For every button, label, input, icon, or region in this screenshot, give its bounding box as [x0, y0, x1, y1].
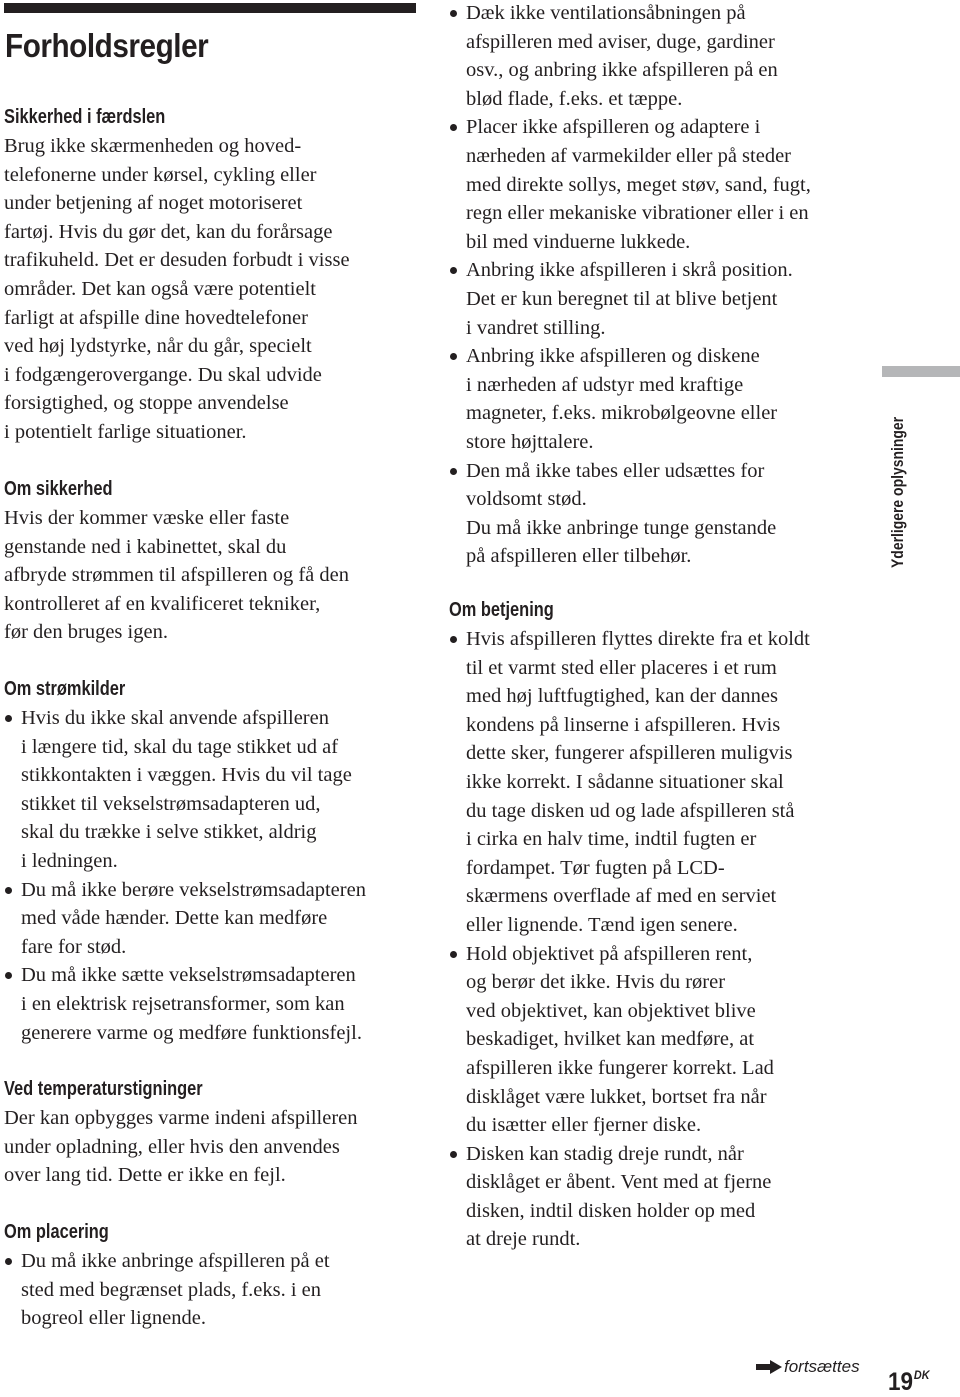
section-body — [4, 1104, 420, 1190]
bullet-icon — [5, 887, 12, 894]
section-operation — [449, 595, 864, 1254]
text-line: i en elektrisk rejsetransformer, som kan — [21, 992, 345, 1015]
list-item — [4, 876, 420, 962]
text-line: med våde hænder. Dette kan medføre — [21, 907, 328, 930]
text-line: områder. Det kan også være potentielt — [4, 277, 316, 300]
text-line: store højttalere. — [466, 430, 594, 453]
text-line: dette sker, fungerer afspilleren muligvis — [466, 742, 793, 765]
section-body — [4, 504, 420, 647]
text-line: i ledningen. — [21, 849, 118, 872]
text-line: Du må ikke berøre vekselstrømsadapteren — [21, 878, 366, 901]
list-item — [449, 940, 864, 1140]
section-traffic-safety — [4, 102, 420, 447]
text-line: Dæk ikke ventilationsåbningen på — [466, 2, 746, 24]
list-item — [449, 113, 864, 256]
section-about-safety — [4, 474, 420, 647]
text-line: eller lignende. Tænd igen senere. — [466, 913, 738, 936]
text-line: og berør det ikke. Hvis du rører — [466, 971, 726, 994]
text-line: forsigtighed, og stoppe anvendelse — [4, 392, 289, 415]
text-line: farligt at afspille dine hovedtelefoner — [4, 306, 308, 329]
text-line: i cirka en halv time, indtil fugten er — [466, 828, 757, 851]
text-line: Hvis du ikke skal anvende afspilleren — [21, 707, 329, 729]
section-placement — [4, 1217, 420, 1333]
section-power-sources — [4, 674, 420, 1047]
bullet-list — [449, 625, 864, 1254]
section-placement-continued — [449, 0, 864, 571]
bullet-icon — [450, 124, 457, 131]
bullet-icon — [450, 10, 457, 17]
text-line: afspilleren ikke fungerer korrekt. Lad — [466, 1056, 774, 1079]
text-line: disklåget være lukket, bortset fra når — [466, 1085, 767, 1108]
text-line: stikkontakten i væggen. Hvis du vil tage — [21, 764, 352, 787]
top-rule — [4, 3, 416, 13]
text-line: Du må ikke anbringe afspilleren på et — [21, 1250, 330, 1272]
bullet-icon — [5, 715, 12, 722]
text-line: Hvis afspilleren flyttes direkte fra et koldt — [466, 628, 810, 650]
text-line: ved høj lydstyrke, når du går, specielt — [4, 335, 312, 358]
text-line: disklåget er åbent. Vent med at fjerne — [466, 1171, 772, 1194]
list-item — [449, 0, 864, 113]
text-line: kondens på linserne i afspilleren. Hvis — [466, 713, 781, 736]
page-number-value: 19 — [888, 1368, 914, 1396]
bullet-icon — [450, 1151, 457, 1158]
text-line: at dreje rundt. — [466, 1228, 581, 1251]
text-line: Du må ikke anbringe tunge genstande — [466, 516, 777, 539]
text-line: i fodgængerovergange. Du skal udvide — [4, 363, 322, 386]
text-line: ved objektivet, kan objektivet blive — [466, 999, 756, 1022]
text-line: Hold objektivet på afspilleren rent, — [466, 942, 753, 965]
text-line: Der kan opbygges varme indeni afspilleren — [4, 1107, 358, 1129]
bullet-icon — [5, 972, 12, 979]
text-line: Brug ikke skærmenheden og hoved- — [4, 135, 302, 157]
text-line: Placer ikke afspilleren og adaptere i — [466, 116, 761, 139]
page-language-suffix: DK — [913, 1368, 930, 1382]
text-line: under betjening af noget motoriseret — [4, 192, 303, 215]
text-line: regn eller mekaniske vibrationer eller i en — [466, 202, 809, 225]
bullet-list — [449, 0, 864, 571]
text-line: i længere tid, skal du tage stikket ud af — [21, 735, 339, 758]
text-line: i potentielt farlige situationer. — [4, 420, 247, 443]
section-body — [4, 132, 420, 447]
text-line: bogreol eller lignende. — [21, 1307, 207, 1330]
continued-label: fortsættes — [784, 1357, 860, 1376]
section-heading: Om betjening — [449, 598, 554, 621]
text-line: disken, indtil disken holder op med — [466, 1199, 756, 1222]
text-line: osv., og anbring ikke afspilleren på en — [466, 59, 778, 82]
bullet-icon — [450, 636, 457, 643]
list-item — [449, 457, 864, 571]
continued-indicator — [756, 1355, 860, 1379]
text-line: med direkte sollys, meget støv, sand, fugt, — [466, 173, 811, 196]
list-item — [449, 625, 864, 940]
text-line: fartøj. Hvis du gør det, kan du forårsage — [4, 220, 333, 243]
text-line: bil med vinduerne lukkede. — [466, 230, 691, 253]
bullet-list — [4, 1247, 420, 1333]
text-line: med høj luftfugtighed, kan der dannes — [466, 685, 778, 708]
text-line: skærmens overflade af med en serviet — [466, 885, 777, 908]
bullet-icon — [450, 353, 457, 360]
text-line: telefonerne under kørsel, cykling eller — [4, 163, 317, 186]
text-line: Du må ikke sætte vekselstrømsadapteren — [21, 964, 356, 987]
text-line: afbryde strømmen til afspilleren og få den — [4, 564, 349, 587]
list-item — [4, 1247, 420, 1333]
text-line: over lang tid. Dette er ikke en fejl. — [4, 1164, 286, 1187]
text-line: under opladning, eller hvis den anvendes — [4, 1135, 340, 1158]
list-item — [4, 961, 420, 1047]
text-line: sted med begrænset plads, f.eks. i en — [21, 1278, 322, 1301]
page-title: Forholdsregler — [5, 27, 209, 64]
page-number — [888, 1360, 930, 1397]
list-item — [4, 704, 420, 876]
section-heading: Om placering — [4, 1220, 109, 1243]
text-line: fare for stød. — [21, 935, 127, 958]
arrow-right-icon — [756, 1360, 782, 1374]
section-temperature — [4, 1074, 420, 1190]
section-heading: Om strømkilder — [4, 677, 126, 700]
text-line: skal du trække i selve stikket, aldrig — [21, 821, 317, 844]
text-line: Anbring ikke afspilleren og diskene — [466, 345, 760, 368]
text-line: Den må ikke tabes eller udsættes for — [466, 459, 765, 482]
text-line: fordampet. Tør fugten på LCD- — [466, 856, 725, 879]
text-line: i vandret stilling. — [466, 316, 606, 339]
bullet-icon — [450, 951, 457, 958]
text-line: du tage disken ud og lade afspilleren stå — [466, 799, 795, 822]
text-line: Anbring ikke afspilleren i skrå position. — [466, 259, 793, 282]
text-line: beskadiget, hvilket kan medføre, at — [466, 1028, 755, 1051]
section-heading: Om sikkerhed — [4, 477, 113, 500]
list-item — [449, 342, 864, 456]
text-line: i nærheden af udstyr med kraftige — [466, 373, 744, 396]
bullet-icon — [450, 468, 457, 475]
text-line: magneter, f.eks. mikrobølgeovne eller — [466, 402, 778, 425]
section-tab-marker — [882, 366, 960, 377]
list-item — [449, 1140, 864, 1254]
text-line: på afspilleren eller tilbehør. — [466, 545, 692, 568]
text-line: til et varmt sted eller placeres i et rum — [466, 656, 777, 679]
section-side-label: Yderligere oplysninger — [888, 416, 907, 568]
text-line: generere varme og medføre funktionsfejl. — [21, 1021, 362, 1044]
text-line: Det er kun beregnet til at blive betjent — [466, 287, 778, 310]
bullet-icon — [450, 267, 457, 274]
text-line: Hvis der kommer væske eller faste — [4, 507, 290, 529]
text-line: ikke korrekt. I sådanne situationer skal — [466, 770, 784, 793]
list-item — [449, 256, 864, 342]
text-line: før den bruges igen. — [4, 621, 168, 644]
text-line: voldsomt stød. — [466, 488, 587, 511]
bullet-icon — [5, 1258, 12, 1265]
text-line: kontrolleret af en kvalificeret tekniker, — [4, 592, 321, 615]
section-heading: Ved temperaturstigninger — [4, 1077, 203, 1100]
text-line: du isætter eller fjerner diske. — [466, 1114, 702, 1137]
text-line: trafikuheld. Det er desuden forbudt i visse — [4, 249, 350, 272]
text-line: nærheden af varmekilder eller på steder — [466, 144, 791, 167]
text-line: genstande ned i kabinettet, skal du — [4, 535, 287, 558]
text-line: Disken kan stadig dreje rundt, når — [466, 1142, 744, 1165]
text-line: blød flade, f.eks. et tæppe. — [466, 87, 683, 110]
section-heading: Sikkerhed i færdslen — [4, 105, 166, 128]
text-line: stikket til vekselstrømsadapteren ud, — [21, 792, 321, 815]
text-line: afspilleren med aviser, duge, gardiner — [466, 30, 775, 53]
bullet-list — [4, 704, 420, 1047]
